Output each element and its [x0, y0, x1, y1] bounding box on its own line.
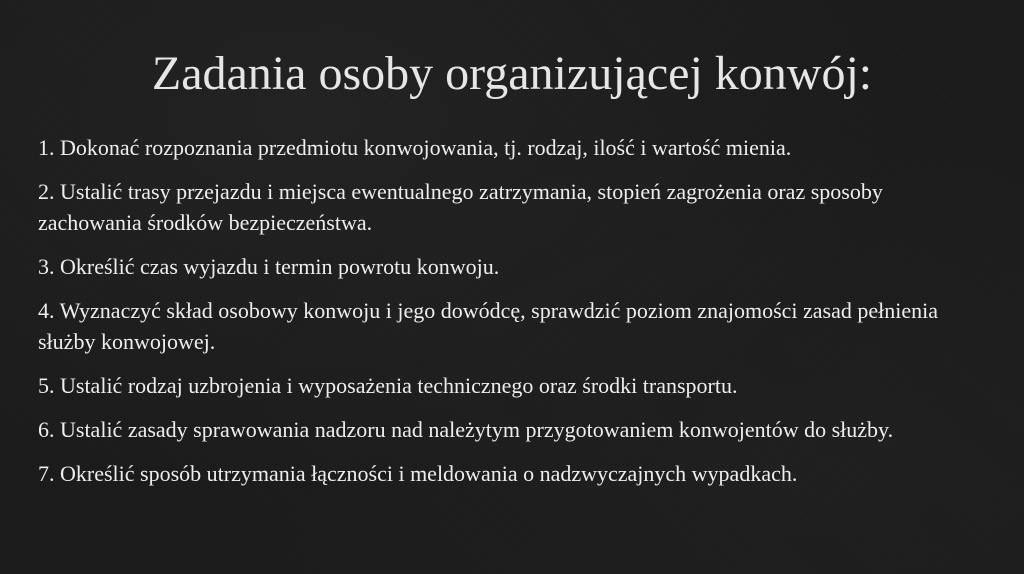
- list-item: 4. Wyznaczyć skład osobowy konwoju i jego dowódcę, sprawdzić poziom znajomości zasad pełnienia służby konwojowej.: [38, 298, 939, 354]
- list-item: 2. Ustalić trasy przejazdu i miejsca ewentualnego zatrzymania, stopień zagrożenia oraz sposoby zachowania środków bezpieczeństwa.: [38, 179, 883, 235]
- list-item: 3. Określić czas wyjazdu i termin powrotu konwoju.: [38, 254, 500, 279]
- list-item: 6. Ustalić zasady sprawowania nadzoru nad należytym przygotowaniem konwojentów do służby.: [38, 417, 894, 442]
- list-item: 7. Określić sposób utrzymania łączności i meldowania o nadzwyczajnych wypadkach.: [38, 461, 798, 486]
- slide-title: Zadania osoby organizującej konwój:: [151, 47, 873, 100]
- task-list: [38, 132, 988, 502]
- list-item: 5. Ustalić rodzaj uzbrojenia i wyposażenia technicznego oraz środki transportu.: [38, 373, 738, 398]
- list-item: 1. Dokonać rozpoznania przedmiotu konwojowania, tj. rodzaj, ilość i wartość mienia.: [38, 135, 792, 160]
